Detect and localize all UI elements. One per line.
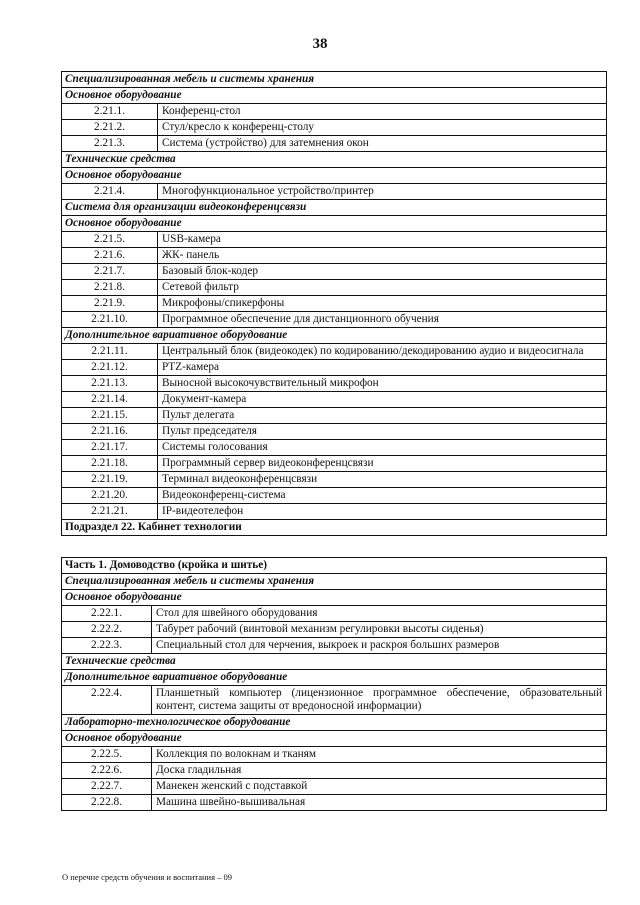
item-number: 2.21.15. — [62, 408, 158, 424]
item-number: 2.21.9. — [62, 296, 158, 312]
category-heading-row — [62, 88, 607, 104]
category-heading-row — [62, 654, 607, 670]
table-row — [62, 795, 607, 811]
category-heading-row — [62, 328, 607, 344]
item-name: Стул/кресло к конференц-столу — [158, 120, 607, 136]
item-name: Планшетный компьютер (лицензионное программное обеспечение, образовательный контент, система защиты от вредоносной информации) — [152, 686, 607, 715]
table-row — [62, 312, 607, 328]
category-heading: Специализированная мебель и системы хранения — [62, 72, 607, 88]
table-row — [62, 686, 607, 715]
table-row — [62, 606, 607, 622]
table-row — [62, 296, 607, 312]
item-number: 2.21.11. — [62, 344, 158, 360]
item-name: Табурет рабочий (винтовой механизм регулировки высоты сиденья) — [152, 622, 607, 638]
item-name: Системы голосования — [158, 440, 607, 456]
table-row — [62, 248, 607, 264]
item-name: Документ-камера — [158, 392, 607, 408]
item-name: Специальный стол для черчения, выкроек и раскроя больших размеров — [152, 638, 607, 654]
item-number: 2.22.3. — [62, 638, 152, 654]
item-number: 2.21.8. — [62, 280, 158, 296]
item-name: Видеоконференц-система — [158, 488, 607, 504]
table-row — [62, 232, 607, 248]
category-heading-row — [62, 200, 607, 216]
item-name: Пульт делегата — [158, 408, 607, 424]
category-heading-row — [62, 670, 607, 686]
item-name: Доска гладильная — [152, 763, 607, 779]
item-name: Многофункциональное устройство/принтер — [158, 184, 607, 200]
item-number: 2.22.2. — [62, 622, 152, 638]
table-row — [62, 136, 607, 152]
table-row — [62, 344, 607, 360]
item-number: 2.21.3. — [62, 136, 158, 152]
page-number: 38 — [312, 36, 328, 52]
category-heading-row — [62, 731, 607, 747]
item-number: 2.21.2. — [62, 120, 158, 136]
item-number: 2.21.19. — [62, 472, 158, 488]
table-row — [62, 440, 607, 456]
table-row — [62, 264, 607, 280]
item-number: 2.21.6. — [62, 248, 158, 264]
category-heading: Дополнительное вариативное оборудование — [62, 328, 607, 344]
table-body — [62, 72, 607, 536]
item-number: 2.21.21. — [62, 504, 158, 520]
item-number: 2.22.4. — [62, 686, 152, 715]
table-row — [62, 779, 607, 795]
item-number: 2.21.7. — [62, 264, 158, 280]
category-heading: Дополнительное вариативное оборудование — [62, 670, 607, 686]
item-number: 2.21.4. — [62, 184, 158, 200]
table-row — [62, 120, 607, 136]
table-row — [62, 360, 607, 376]
table-row — [62, 408, 607, 424]
table-row — [62, 376, 607, 392]
item-name: IP-видеотелефон — [158, 504, 607, 520]
item-name: Конференц-стол — [158, 104, 607, 120]
table-row — [62, 424, 607, 440]
table-row — [62, 280, 607, 296]
item-name: Программный сервер видеоконференцсвязи — [158, 456, 607, 472]
item-name: Система (устройство) для затемнения окон — [158, 136, 607, 152]
subsection-heading: Часть 1. Домоводство (кройка и шитье) — [62, 558, 607, 574]
item-number: 2.21.18. — [62, 456, 158, 472]
item-name: Микрофоны/спикерфоны — [158, 296, 607, 312]
category-heading-row — [62, 715, 607, 731]
subsection-heading-row — [62, 558, 607, 574]
category-heading: Технические средства — [62, 152, 607, 168]
category-heading-row — [62, 152, 607, 168]
item-name: Программное обеспечение для дистанционного обучения — [158, 312, 607, 328]
item-name: Выносной высокочувствительный микрофон — [158, 376, 607, 392]
category-heading: Основное оборудование — [62, 88, 607, 104]
table-row — [62, 763, 607, 779]
category-heading-row — [62, 216, 607, 232]
category-heading: Лабораторно-технологическое оборудование — [62, 715, 607, 731]
item-number: 2.21.1. — [62, 104, 158, 120]
item-number: 2.21.20. — [62, 488, 158, 504]
item-number: 2.21.12. — [62, 360, 158, 376]
item-name: Центральный блок (видеокодек) по кодированию/декодированию аудио и видеосигнала — [158, 344, 607, 360]
item-name: ЖК- панель — [158, 248, 607, 264]
table-body — [62, 558, 607, 811]
item-name: USB-камера — [158, 232, 607, 248]
category-heading: Технические средства — [62, 654, 607, 670]
table-row — [62, 104, 607, 120]
table-row — [62, 456, 607, 472]
table-row — [62, 622, 607, 638]
item-number: 2.22.5. — [62, 747, 152, 763]
item-number: 2.21.5. — [62, 232, 158, 248]
table-row — [62, 747, 607, 763]
item-number: 2.21.13. — [62, 376, 158, 392]
item-name: Стол для швейного оборудования — [152, 606, 607, 622]
subsection-heading: Подраздел 22. Кабинет технологии — [62, 520, 607, 536]
item-name: Сетевой фильтр — [158, 280, 607, 296]
item-number: 2.22.6. — [62, 763, 152, 779]
category-heading-row — [62, 168, 607, 184]
category-heading: Основное оборудование — [62, 168, 607, 184]
subsection-heading-row — [62, 520, 607, 536]
item-name: Базовый блок-кодер — [158, 264, 607, 280]
category-heading: Система для организации видеоконференцсвязи — [62, 200, 607, 216]
category-heading-row — [62, 590, 607, 606]
item-name: Коллекция по волокнам и тканям — [152, 747, 607, 763]
item-number: 2.22.7. — [62, 779, 152, 795]
item-number: 2.21.17. — [62, 440, 158, 456]
item-number: 2.21.10. — [62, 312, 158, 328]
item-name: Терминал видеоконференцсвязи — [158, 472, 607, 488]
item-number: 2.21.14. — [62, 392, 158, 408]
category-heading: Основное оборудование — [62, 216, 607, 232]
category-heading: Специализированная мебель и системы хранения — [62, 574, 607, 590]
table-row — [62, 504, 607, 520]
table-row — [62, 472, 607, 488]
category-heading: Основное оборудование — [62, 731, 607, 747]
item-name: PTZ-камера — [158, 360, 607, 376]
item-number: 2.22.1. — [62, 606, 152, 622]
table-row — [62, 392, 607, 408]
category-heading-row — [62, 72, 607, 88]
equipment-table-subsection-21 — [61, 71, 607, 536]
item-name: Пульт председателя — [158, 424, 607, 440]
category-heading-row — [62, 574, 607, 590]
table-row — [62, 638, 607, 654]
table-row — [62, 488, 607, 504]
category-heading: Основное оборудование — [62, 590, 607, 606]
table-row — [62, 184, 607, 200]
item-number: 2.21.16. — [62, 424, 158, 440]
item-name: Машина швейно-вышивальная — [152, 795, 607, 811]
item-number: 2.22.8. — [62, 795, 152, 811]
equipment-table-subsection-22 — [61, 557, 607, 811]
page-footer: О перечне средств обучения и воспитания – 09 — [62, 872, 232, 882]
item-name: Манекен женский с подставкой — [152, 779, 607, 795]
